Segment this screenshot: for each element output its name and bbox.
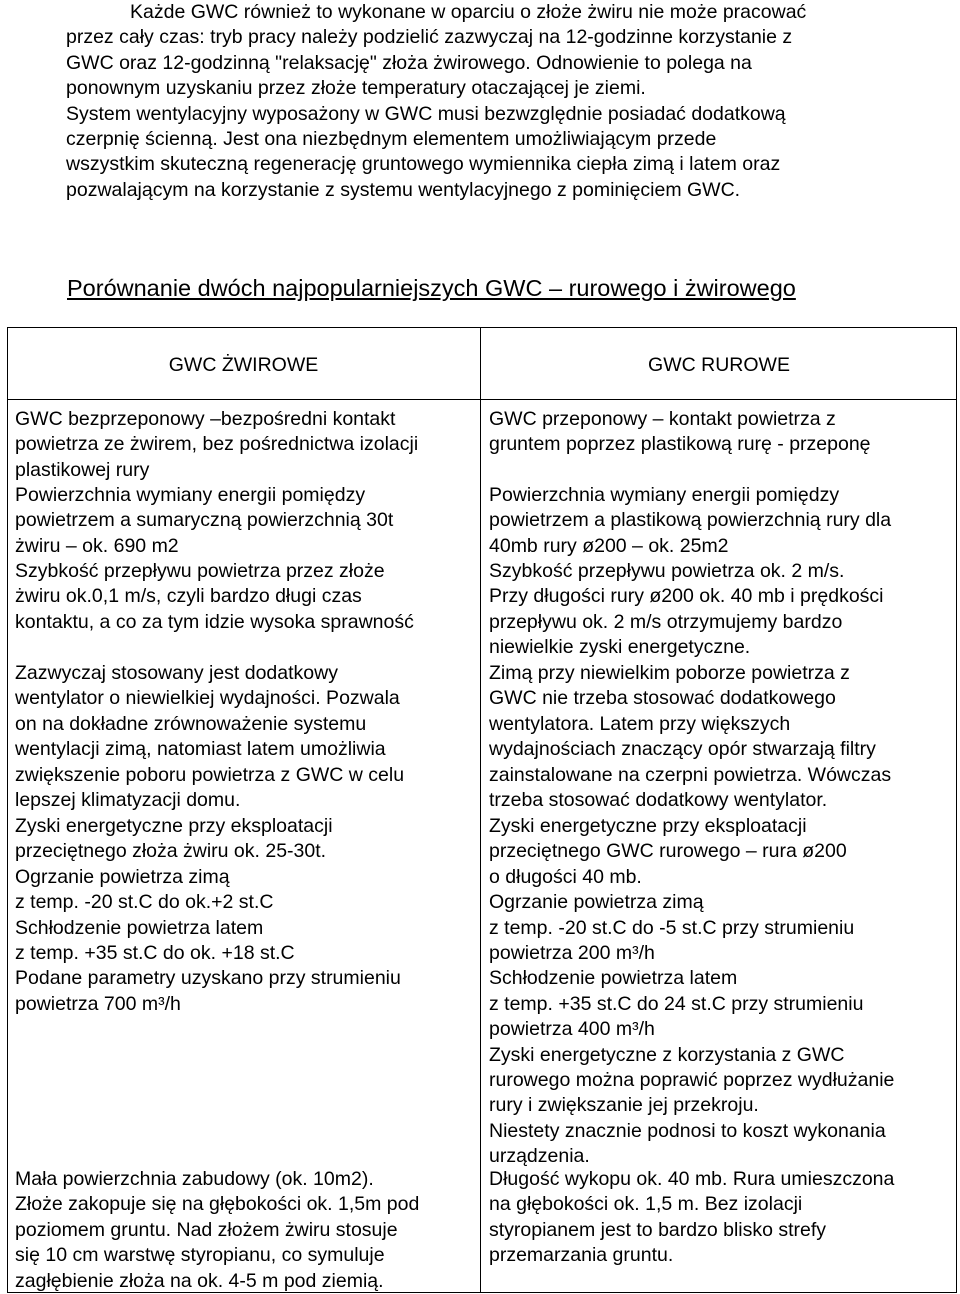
table-border-right <box>956 328 957 1292</box>
intro-line-2: przez cały czas: tryb pracy należy podzielić zazwyczaj na 12-godzinne korzystanie z <box>66 26 793 49</box>
intro-line-4: ponownym uzyskaniu przez złoże temperatury otaczającej je ziemi. <box>66 77 646 100</box>
right-cell-fan: Zimą przy niewielkim poborze powietrza z GWC nie trzeba stosować dodatkowego wentylatora. Latem przy większych wydajnościach znaczący opór stwarzają filtry zainstalowane na czerpni powietrza. Wówczas trzeba stosować dodatkowy wentylator. <box>489 662 892 812</box>
left-cell-speed: Szybkość przepływu powietrza przez złoże żwiru ok.0,1 m/s, czyli bardzo długi czas kontaktu, a co za tym idzie wysoka sprawność <box>15 560 414 633</box>
table-border-left <box>7 328 8 1292</box>
left-cell-contact: GWC bezprzeponowy –bezpośredni kontakt powietrza ze żwirem, bez pośrednictwa izolacji plastikowej rury <box>15 408 419 481</box>
left-cell-fan: Zazwyczaj stosowany jest dodatkowy wentylator o niewielkiej wydajności. Pozwala on na dokładne zrównoważenie systemu wentylacji zimą, natomiast latem umożliwia zwiększenie poboru powietrza z GWC w celu lepszej klimatyzacji domu. <box>15 662 405 812</box>
intro-line-1: Każde GWC również to wykonane w oparciu o złoże żwiru nie może pracować <box>130 1 807 23</box>
left-column-header: GWC ŻWIROWE <box>168 354 319 376</box>
comparison-table <box>7 327 957 1293</box>
table-divider <box>480 328 481 1292</box>
intro-line-5: System wentylacyjny wyposażony w GWC musi bezwzględnie posiadać dodatkową <box>66 102 786 125</box>
intro-line-3: GWC oraz 12-godzinną "relaksację" złoża żwirowego. Odnowienie to polega na <box>66 51 752 74</box>
right-cell-footprint: Długość wykopu ok. 40 mb. Rura umieszczona na głębokości ok. 1,5 m. Bez izolacji styropianem jest to bardzo blisko strefy przemarzania gruntu. <box>489 1168 895 1267</box>
intro-line-8: pozwalającym na korzystanie z systemu wentylacyjnego z pominięciem GWC. <box>66 178 741 201</box>
left-cell-footprint: Mała powierzchnia zabudowy (ok. 10m2). Złoże zakopuje się na głębokości ok. 1,5m pod poziomem gruntu. Nad złożem żwiru stosuje się 10 cm warstwę styropianu, co symuluje zagłębienie złoża na ok. 4-5 m pod ziemią. <box>15 1168 420 1292</box>
right-cell-surface: Powierzchnia wymiany energii pomiędzy powietrzem a plastikową powierzchnią rury dla 40mb rury ø200 – ok. 25m2 <box>489 484 892 557</box>
comparison-heading: Porównanie dwóch najpopularniejszych GWC – rurowego i żwirowego <box>67 275 796 301</box>
right-cell-speed: Szybkość przepływu powietrza ok. 2 m/s. Przy długości rury ø200 ok. 40 mb i prędkości przepływu ok. 2 m/s otrzymujemy bardzo niewielkie zyski energetyczne. <box>489 560 884 659</box>
left-cell-surface: Powierzchnia wymiany energii pomiędzy powietrzem a sumaryczną powierzchnią 30t żwiru – ok. 690 m2 <box>15 484 394 557</box>
left-cell-gains: Zyski energetyczne przy eksploatacji przeciętnego złoża żwiru ok. 25-30t. Ogrzanie powietrza zimą z temp. -20 st.C do ok.+2 st.C Schłodzenie powietrza latem z temp. +35 st.C do ok. +18 st.C Podane parametry uzyskano przy strumieniu powietrza 700 m³/h <box>15 815 401 1015</box>
header-separator <box>7 399 957 400</box>
intro-line-6: czerpnię ścienną. Jest ona niezbędnym elementem umożliwiającym przede <box>66 128 717 151</box>
intro-line-7: wszystkim skuteczną regenerację gruntowego wymiennika ciepła zimą i latem oraz <box>66 153 781 176</box>
right-cell-contact: GWC przeponowy – kontakt powietrza z gruntem poprzez plastikową rurę - przeponę <box>489 408 871 456</box>
right-cell-gains: Zyski energetyczne przy eksploatacji przeciętnego GWC rurowego – rura ø200 o długości 40 mb. Ogrzanie powietrza zimą z temp. -20 st.C do -5 st.C przy strumieniu powietrza 200 m³/h Schłodzenie powietrza latem z temp. +35 st.C do 24 st.C przy strumieniu powietrza 400 m³/h Zyski energetyczne z korzystania z GWC rurowego można poprawić poprzez wydłużanie rury i zwiększanie jej przekroju. Niestety znacznie podnosi to koszt wykonania urządzenia. <box>489 815 895 1168</box>
right-column-header: GWC RUROWE <box>648 354 790 376</box>
intro-paragraph <box>66 0 896 203</box>
